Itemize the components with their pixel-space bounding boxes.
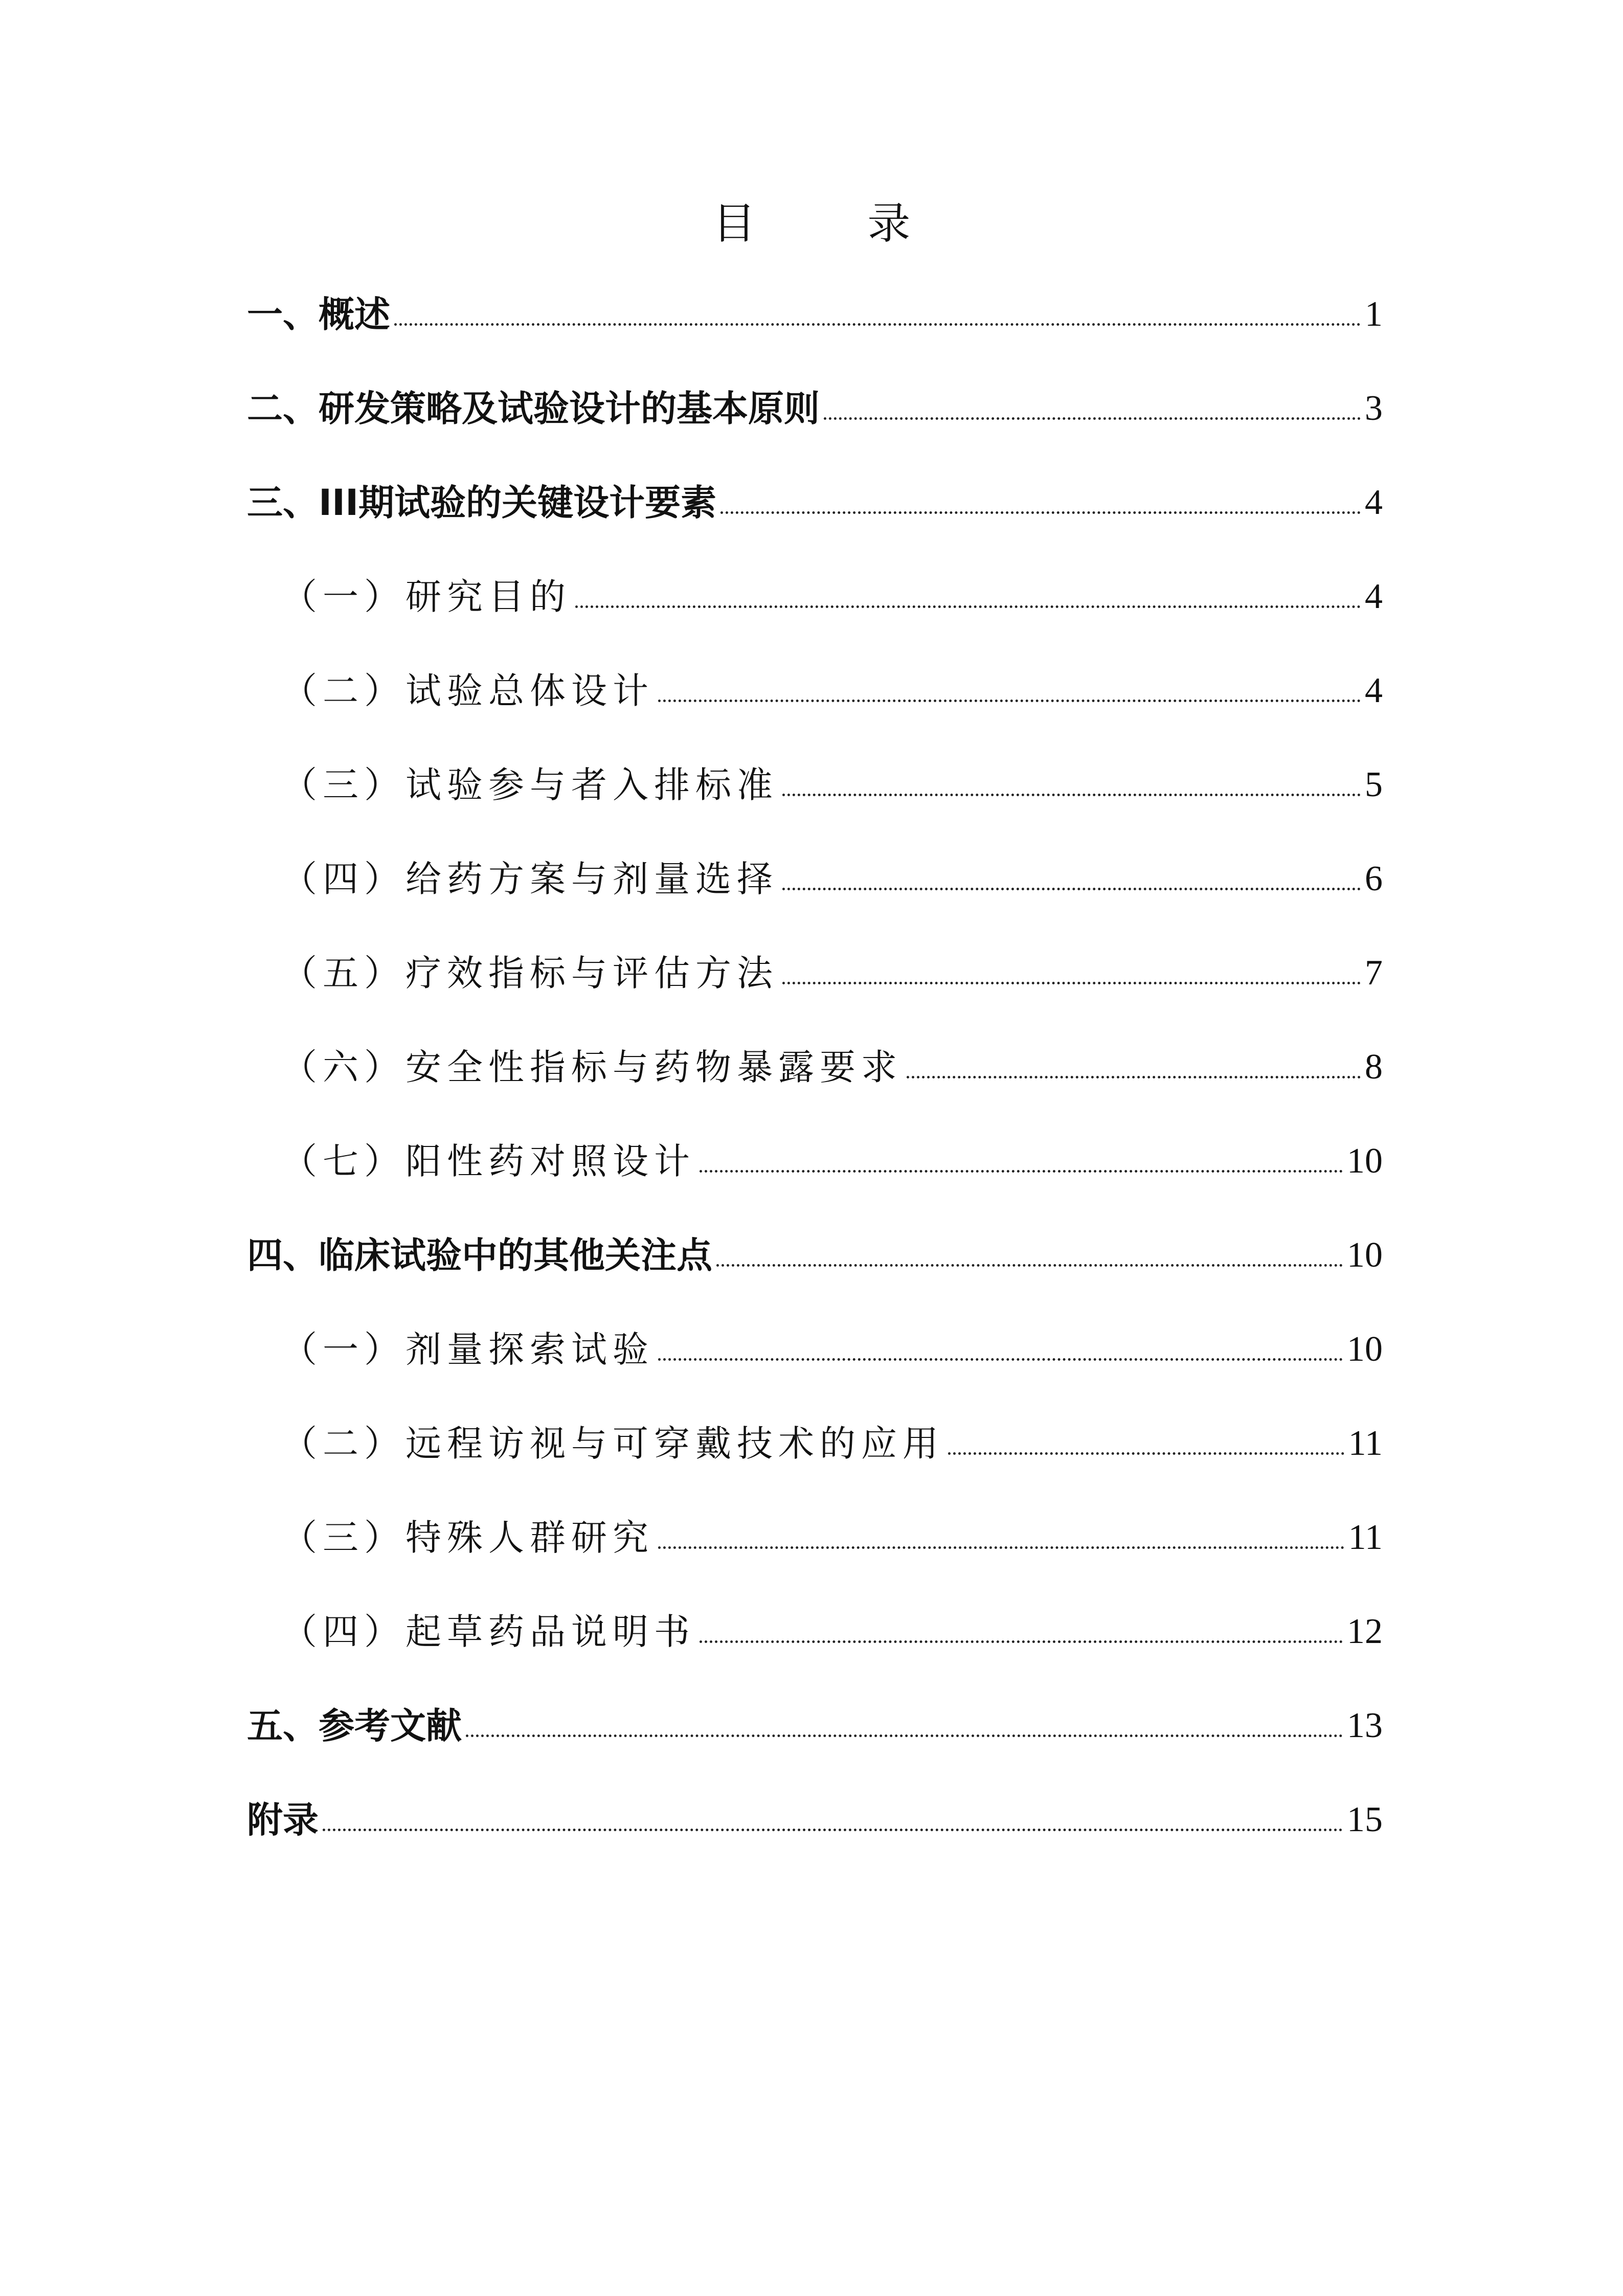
dot-leader	[824, 417, 1361, 420]
dot-leader	[466, 1735, 1343, 1737]
toc-entry-label: 附录	[247, 1799, 319, 1841]
toc-entry[interactable]	[247, 1698, 1383, 1747]
toc-entry-label: （四）起草药品说明书	[281, 1611, 695, 1653]
toc-entry-page-number: 5	[1365, 765, 1383, 804]
toc-entry[interactable]	[281, 1604, 1383, 1653]
toc-entry-page-number: 13	[1347, 1706, 1383, 1745]
dot-leader	[907, 1076, 1361, 1078]
toc-entry-label: （二）远程访视与可穿戴技术的应用	[281, 1423, 944, 1465]
toc-entry-page-number: 4	[1365, 577, 1383, 616]
toc-entry-label: （三）特殊人群研究	[281, 1517, 654, 1559]
dot-leader	[782, 794, 1361, 796]
toc-entry-page-number: 4	[1365, 671, 1383, 710]
toc-entry[interactable]	[281, 851, 1383, 900]
toc-entry-label: 四、临床试验中的其他关注点	[247, 1234, 712, 1276]
dot-leader	[394, 323, 1361, 326]
toc-entry-label: （五）疗效指标与评估方法	[281, 952, 778, 994]
toc-entry-label: 一、概述	[247, 294, 390, 335]
toc-title: 目 录	[712, 198, 960, 249]
toc-entry-page-number: 11	[1348, 1424, 1383, 1463]
toc-entry[interactable]	[247, 1792, 1383, 1841]
toc-entry-page-number: 4	[1365, 483, 1383, 522]
toc-entry[interactable]	[247, 380, 1383, 430]
toc-entry-page-number: 3	[1365, 389, 1383, 428]
toc-entry-page-number: 6	[1365, 859, 1383, 898]
dot-leader	[720, 511, 1361, 514]
dot-leader	[700, 1170, 1343, 1173]
toc-entry-page-number: 7	[1365, 953, 1383, 993]
dot-leader	[716, 1264, 1343, 1267]
dot-leader	[658, 1546, 1344, 1549]
toc-entry-label: 三、III期试验的关键设计要素	[247, 482, 717, 524]
toc-entry-label: （一）研究目的	[281, 576, 571, 618]
toc-entry-label: （三）试验参与者入排标准	[281, 764, 778, 806]
toc-entry-label: （七）阳性药对照设计	[281, 1140, 695, 1182]
toc-entry-label: （六）安全性指标与药物暴露要求	[281, 1046, 903, 1088]
toc-entry[interactable]	[281, 1510, 1383, 1559]
toc-entry[interactable]	[247, 1227, 1383, 1276]
dot-leader	[658, 700, 1361, 702]
toc-entry-page-number: 8	[1365, 1047, 1383, 1087]
dot-leader	[323, 1829, 1343, 1831]
toc-entry[interactable]	[281, 569, 1383, 618]
toc-entry[interactable]	[247, 475, 1383, 524]
toc-entry[interactable]	[281, 1133, 1383, 1182]
toc-entry-page-number: 10	[1347, 1141, 1383, 1181]
toc-entry-page-number: 12	[1347, 1612, 1383, 1651]
toc-entry[interactable]	[281, 1321, 1383, 1370]
toc-entry-page-number: 10	[1347, 1330, 1383, 1369]
toc-entry-label: （四）给药方案与剂量选择	[281, 858, 778, 900]
dot-leader	[658, 1358, 1343, 1361]
dot-leader	[575, 605, 1361, 608]
dot-leader	[700, 1640, 1343, 1643]
toc-entry-label: 五、参考文献	[247, 1705, 462, 1747]
toc-entry[interactable]	[281, 663, 1383, 712]
toc-entry-label: （一）剂量探索试验	[281, 1329, 654, 1370]
toc-entry[interactable]	[281, 1415, 1383, 1465]
toc-entry-page-number: 10	[1347, 1235, 1383, 1275]
toc-entry-page-number: 11	[1348, 1518, 1383, 1557]
dot-leader	[948, 1452, 1344, 1455]
toc-entry-label: 二、研发策略及试验设计的基本原则	[247, 388, 820, 430]
toc-entry-label: （二）试验总体设计	[281, 670, 654, 712]
dot-leader	[782, 888, 1361, 890]
toc-entry[interactable]	[281, 945, 1383, 994]
toc-entry[interactable]	[281, 757, 1383, 806]
toc-entry-page-number: 1	[1365, 295, 1383, 334]
toc-entry[interactable]	[247, 286, 1383, 335]
toc-entry-page-number: 15	[1347, 1800, 1383, 1839]
dot-leader	[782, 982, 1361, 984]
toc-entry[interactable]	[281, 1039, 1383, 1088]
